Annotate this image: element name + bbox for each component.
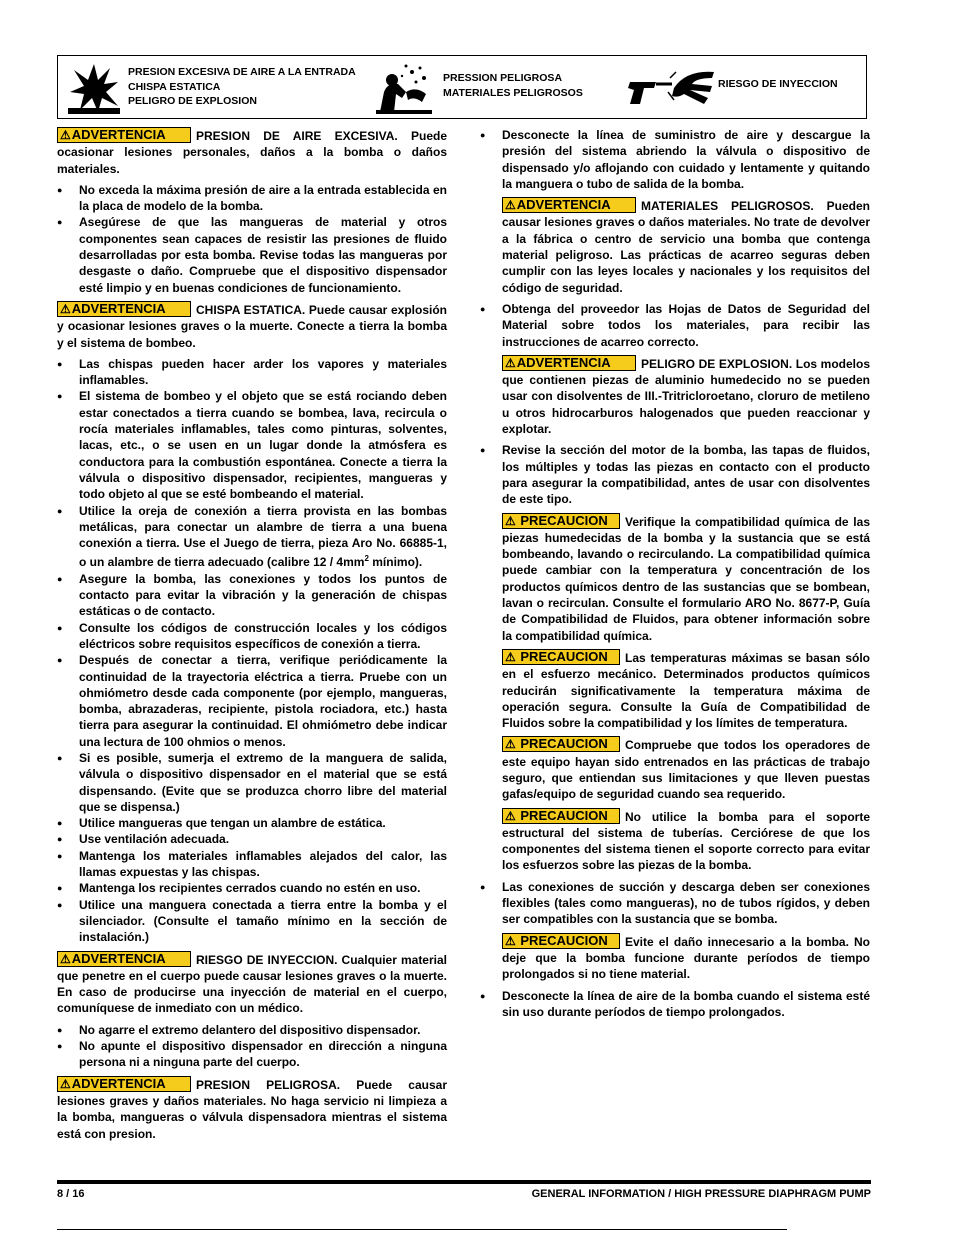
bullet-list [57,182,447,296]
list-item: ● Mantenga los recipientes cerrados cuando no estén en uso. [57,880,447,896]
list-item: ● Si es posible, sumerja el extremo de la manguera de salida, válvula o dispositivo dispensador en el material que se está dispensando. (Evite que se produzca chorro libre del material que se dispensa.) [57,750,447,815]
list-item: ● Mantenga los materiales inflamables alejados del calor, las llamas expuestas y las chispas. [57,848,447,881]
list-item: ● Asegure la bomba, las conexiones y todos los puntos de contacto para evitar la vibración y la generación de chispas estáticas o de contacto. [57,571,447,620]
bottom-divider [57,1229,787,1230]
bullet-list [57,1022,447,1071]
caution-badge: ⚠ PRECAUCION [502,649,620,665]
caution-text: Las temperaturas máximas se basan sólo en el esfuerzo mecánico. Determinados productos químicos reducirán significativamente la temperatura máxima de operación segura. Consulte la Guía de Compatibilidad de Fluidos sobre la compatibilidad y los límites de temperatura. [502,650,870,731]
left-column [57,127,447,1147]
warning-triangle-icon: ⚠ [60,128,71,142]
warning-triangle-icon: ⚠ [505,737,516,752]
injection-hazard-icon [626,68,716,108]
warning-badge: ⚠ADVERTENCIA [57,301,191,317]
bullet-list [480,301,870,350]
warning-badge: ⚠ADVERTENCIA [57,1076,191,1092]
list-item: ● Revise la sección del motor de la bomba, las tapas de fluidos, los múltiples y todas las piezas en contacto con el producto para asegurar la compatibilidad, antes de usar con disolventes de este tipo. [480,442,870,507]
caution-block [480,808,870,874]
warning-badge: ⚠ADVERTENCIA [57,127,191,143]
list-item: ● Use ventilación adecuada. [57,831,447,847]
caution-block [480,736,870,802]
list-item: ● Asegúrese de que las mangueras de material y otros componentes sean capaces de resistir las presiones de fluido desarrolladas por esta bomba. Revise todas las mangueras por desgaste o daño. Compruebe que el dispositivo dispensador esté limpio y en buenas condiciones de funcionamiento. [57,214,447,295]
warning-triangle-icon: ⚠ [60,301,71,316]
hazard-group-3 [718,77,838,92]
list-item: ● Utilice mangueras que tengan un alambre de estática. [57,815,447,831]
hazard-label: PRESSION PELIGROSA [443,72,563,84]
bullet-list [480,879,870,928]
warning-text: PRESION PELIGROSA. Puede causar lesiones graves y daños materiales. No haga servicio ni limpieza a la bomba, mangueras o válvula dispensadora mientras el sistema está con presion. [57,1077,447,1141]
warning-text: MATERIALES PELIGROSOS. Pueden causar lesiones graves o daños materiales. No trate de devolver a la fábrica o centro de servicio una bomba que contenga material peligroso. Las prácticas de acarreo seguras deben cumplir con las leyes locales y nacionales y los requisitos del código de seguridad. [502,199,870,295]
right-column [480,127,870,1025]
caution-badge: ⚠ PRECAUCION [502,808,620,824]
hazard-label: PELIGRO DE EXPLOSION [128,95,257,107]
caution-text: Verifique la compatibilidad química de las piezas humedecidas de la bomba y la sustancia que se está bombeando, lavando o recirculando. La compatibilidad química puede cambiar con la temperatura y concentración de los productos químicos dentro de las sustancias que se bombean, lavan o recirculan. Consulte el formulario ARO No. 8677-P, Guía de Compatibilidad de Fluidos, para obtener información sobre la compatibilidad química. [502,514,870,643]
caution-block [480,933,870,983]
warning-badge: ⚠ADVERTENCIA [502,197,636,213]
warning-triangle-icon: ⚠ [505,933,516,948]
caution-block [480,649,870,731]
warning-block [57,301,447,351]
warning-triangle-icon: ⚠ [60,1076,71,1091]
warning-text: CHISPA ESTATICA. Puede causar explosión y ocasionar lesiones graves o la muerte. Conecte a tierra la bomba y el sistema de bombeo. [57,302,447,350]
caution-text: Compruebe que todos los operadores de este equipo hayan sido entrenados en las prácticas de trabajo seguro, que entiendan sus limitaciones y que lleven puestas gafas/equipo de seguridad cuando sea requerido. [502,738,870,802]
warning-block [57,127,447,177]
bullet-list [57,356,447,946]
list-item: ● Utilice la oreja de conexión a tierra provista en las bombas metálicas, para conectar un alambre de tierra a una buena conexión a tierra. Use el Juego de tierra, pieza Aro No. 66885-1, o un alambre de tierra adecuado (calibre $12 / 4mm^2$ mínimo). [57,503,447,571]
caution-badge: ⚠ PRECAUCION [502,933,620,949]
explosion-icon [68,62,120,114]
caution-text: No utilice la bomba para el soporte estructural del sistema de tuberías. Cerciórese de que los componentes del sistema tienen el soporte correcto para evitar los esfuerzos sobre las piezas de la bomba. [502,809,870,873]
caution-badge: ⚠ PRECAUCION [502,513,620,529]
warning-block [480,355,870,437]
warning-triangle-icon: ⚠ [505,198,516,213]
warning-block [480,197,870,296]
caution-block [480,513,870,644]
warning-text: PELIGRO DE EXPLOSION. Los modelos que contienen piezas de aluminio humedecido no se pueden usar con disolventes de III.-Tritricloroetano, cloruro de metileno u otros hidrocarburos halogenados que pueden reaccionar y explotar. [502,356,870,437]
warning-triangle-icon: ⚠ [60,951,71,966]
list-item: ● Obtenga del proveedor las Hojas de Datos de Seguridad del Material sobre todos los materiales, para recibir las instrucciones de acarreo correcto. [480,301,870,350]
bullet-list [480,127,870,192]
list-item: ● Utilice una manguera conectada a tierra entre la bomba y el silenciador. (Consulte el tamaño mínimo en la sección de instalación.) [57,897,447,946]
hazard-header [57,55,867,119]
warning-block [57,951,447,1017]
hazard-label: MATERIALES PELIGROSOS [443,86,583,99]
warning-triangle-icon: ⚠ [505,808,516,823]
warning-badge: ⚠ADVERTENCIA [57,951,191,967]
warning-badge: ⚠ADVERTENCIA [502,355,636,371]
list-item: ● No exceda la máxima presión de aire a la entrada establecida en la placa de modelo de la bomba. [57,182,447,215]
list-item: ● Consulte los códigos de construcción locales y los códigos eléctricos sobre requisitos específicos de conexión a tierra. [57,620,447,653]
page-number: 8 / 16 [57,1188,85,1200]
hazard-group-1 [128,65,356,109]
hazard-label: RIESGO DE INYECCION [718,78,838,90]
list-item: ● Las chispas pueden hacer arder los vapores y materiales inflamables. [57,356,447,389]
bullet-list [480,442,870,507]
list-item: ● Después de conectar a tierra, verifique periódicamente la continuidad de la trayectoria eléctrica a tierra. Pruebe con un ohmiómetro desde cada componente (por ejemplo, mangueras, bomba, abrazaderas, recipiente, pistola rociadora, etc.) hasta tierra para asegurar la continuidad. El ohmiómetro debe indicar una lectura de 100 ohmios o menos. [57,652,447,750]
list-item: ● Las conexiones de succión y descarga deben ser conexiones flexibles (tales como mangueras), no de tubos rígidos, y deben ser compatibles con la sustancia que se bomba. [480,879,870,928]
warning-triangle-icon: ⚠ [505,649,516,664]
hazard-label: PRESION EXCESIVA DE AIRE A LA ENTRADA [128,66,356,78]
warning-block [57,1076,447,1142]
footer-divider [57,1180,871,1184]
warning-text: RIESGO DE INYECCION. Cualquier material que penetre en el cuerpo puede causar lesiones graves o la muerte. En caso de producirse una inyección de material en el cuerpo, comuníquese de inmediato con un médico. [57,952,447,1016]
caution-text: Evite el daño innecesario a la bomba. No deje que la bomba funcione durante períodos de tiempo prolongados si no tiene material. [502,934,870,982]
list-item: ● Desconecte la línea de suministro de aire y descargue la presión del sistema abriendo la válvula o dispositivo de dispensado y/o aflojando con cuidado y lentamente y quitando la manguera o tubo de salida de la bomba. [480,127,870,192]
list-item: ● Desconecte la línea de aire de la bomba cuando el sistema esté sin uso durante períodos de tiempo prolongados. [480,988,870,1021]
list-item: ● El sistema de bombeo y el objeto que se está rociando deben estar conectados a tierra cuando se bombea, lava, recircula o rocía materiales inflamables, tales como pinturas, solventes, lacas, etc., o se usen en un lugar donde la atmósfera es conductora para la combustión espontánea. Conecte a tierra la válvula o dispositivo dispensador, recipientes, mangueras y todo objeto al que se esté bombeando el material. [57,388,447,502]
caution-badge: ⚠ PRECAUCION [502,736,620,752]
list-item: ● No apunte el dispositivo dispensador en dirección a ninguna persona ni a ninguna parte del cuerpo. [57,1038,447,1071]
warning-text: PRESION DE AIRE EXCESIVA. Puede ocasionar lesiones personales, daños a la bomba o daños materiales. [57,129,447,176]
hazard-label: CHISPA ESTATICA [128,80,221,93]
hazard-group-2 [443,71,583,100]
document-title: GENERAL INFORMATION / HIGH PRESSURE DIAPHRAGM PUMP [531,1188,871,1200]
warning-triangle-icon: ⚠ [505,355,516,370]
list-item: ● No agarre el extremo delantero del dispositivo dispensador. [57,1022,447,1038]
bullet-list [480,988,870,1021]
hazardous-spray-icon [376,62,432,114]
warning-triangle-icon: ⚠ [505,513,516,528]
